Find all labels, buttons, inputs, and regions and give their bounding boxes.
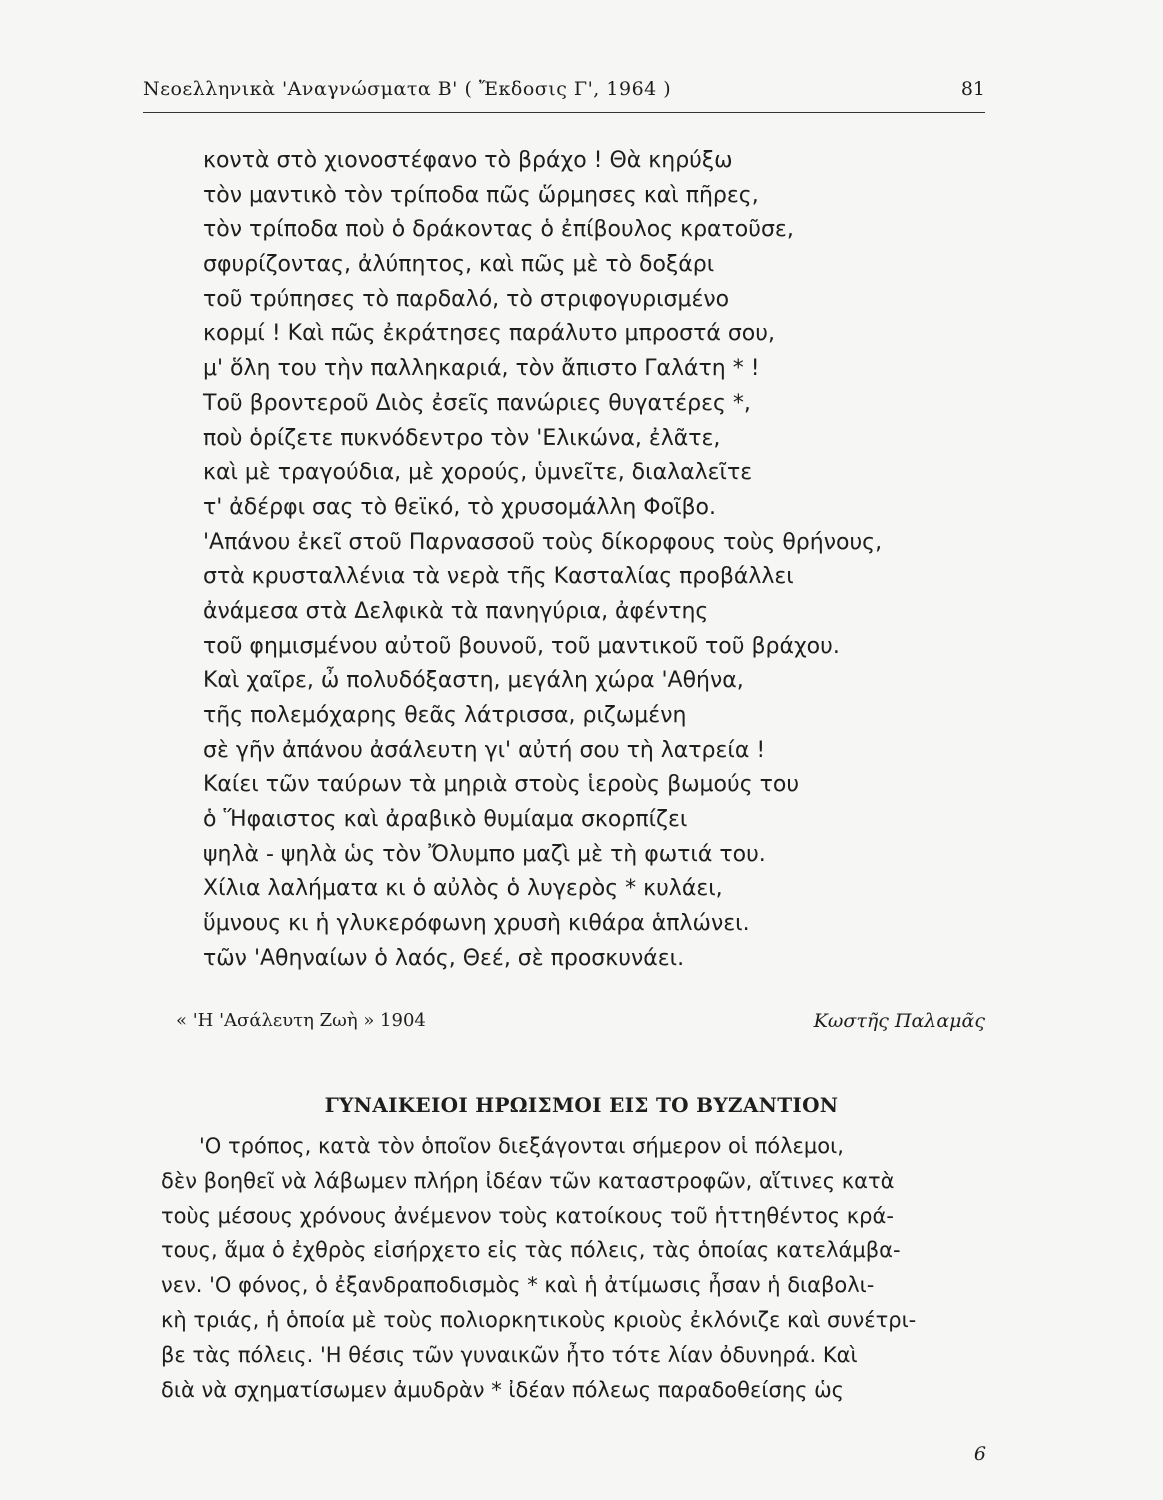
- poem-line: τὸν μαντικὸ τὸν τρίποδα πῶς ὥρμησες καὶ πῆρες,: [203, 182, 759, 208]
- prose-line: τους, ἅμα ὁ ἐχθρὸς εἰσήρχετο εἰς τὰς πόλεις, τὰς ὁποίας κατελάμβα-: [161, 1238, 901, 1263]
- poem-line: Χίλια λαλήματα κι ὁ αὐλὸς ὁ λυγερὸς * κυλάει,: [203, 876, 723, 902]
- prose-line: τοὺς μέσους χρόνους ἀνέμενον τοὺς κατοίκους τοῦ ἡττηθέντος κρά-: [161, 1203, 894, 1228]
- signature-mark: 6: [973, 1443, 986, 1465]
- poem-line: ψηλὰ - ψηλὰ ὡς τὸν Ὄλυμπο μαζὶ μὲ τὴ φωτιά του.: [203, 841, 766, 867]
- prose-line: νεν. 'Ο φόνος, ὁ ἐξανδραποδισμὸς * καὶ ἡ ἀτίμωσις ἦσαν ἡ διαβολι-: [161, 1273, 875, 1298]
- poem-author: Κωστῆς Παλαμᾶς: [813, 1010, 985, 1032]
- prose-line: κὴ τριάς, ἡ ὁποία μὲ τοὺς πολιορκητικοὺς κριοὺς ἐκλόνιζε καὶ συνέτρι-: [161, 1307, 917, 1332]
- prose-line: δὲν βοηθεῖ νὰ λάβωμεν πλήρη ἰδέαν τῶν καταστροφῶν, αἵτινες κατὰ: [161, 1168, 895, 1193]
- poem-line: κοντὰ στὸ χιονοστέφανο τὸ βράχο ! Θὰ κηρύξω: [203, 148, 733, 173]
- poem: [203, 144, 963, 977]
- poem-line: τὸν τρίποδα ποὺ ὁ δράκοντας ὁ ἐπίβουλος κρατοῦσε,: [203, 217, 794, 243]
- poem-source: « 'Η 'Ασάλευτη Ζωὴ » 1904: [176, 1010, 426, 1031]
- poem-line: ὕμνους κι ἡ γλυκερόφωνη χρυσὴ κιθάρα ἁπλώνει.: [203, 911, 750, 937]
- prose-line: 'Ο τρόπος, κατὰ τὸν ὁποῖον διεξάγονται σήμερον οἱ πόλεμοι,: [199, 1134, 844, 1158]
- poem-line: 'Απάνου ἐκεῖ στοῦ Παρνασσοῦ τοὺς δίκορφους τοὺς θρήνους,: [203, 529, 883, 555]
- poem-line: ἀνάμεσα στὰ Δελφικὰ τὰ πανηγύρια, ἀφέντης: [203, 598, 709, 624]
- poem-line: καὶ μὲ τραγούδια, μὲ χορούς, ὑμνεῖτε, διαλαλεῖτε: [203, 460, 753, 486]
- poem-line: ποὺ ὁρίζετε πυκνόδεντρο τὸν 'Ελικώνα, ἐλᾶτε,: [203, 425, 721, 451]
- poem-line: στὰ κρυσταλλένια τὰ νερὰ τῆς Κασταλίας προβάλλει: [203, 564, 794, 590]
- section-title: ΓΥΝΑΙΚΕΙΟΙ ΗΡΩΙΣΜΟΙ ΕΙΣ ΤΟ ΒΥΖΑΝΤΙΟΝ: [324, 1093, 839, 1117]
- poem-line: τ' ἀδέρφι σας τὸ θεϊκό, τὸ χρυσομάλλη Φοῖβο.: [203, 494, 717, 520]
- prose-line: διὰ νὰ σχηματίσωμεν ἀμυδρὰν * ἰδέαν πόλεως παραδοθείσης ὡς: [161, 1377, 844, 1402]
- page-number: 81: [960, 78, 985, 100]
- prose-line: βε τὰς πόλεις. 'Η θέσις τῶν γυναικῶν ἦτο τότε λίαν ὀδυνηρά. Καὶ: [161, 1342, 858, 1367]
- poem-line: Καίει τῶν ταύρων τὰ μηριὰ στοὺς ἱεροὺς βωμούς του: [203, 772, 800, 798]
- poem-line: σὲ γῆν ἀπάνου ἀσάλευτη γι' αὐτή σου τὴ λατρεία !: [203, 737, 766, 763]
- poem-line: σφυρίζοντας, ἀλύπητος, καὶ πῶς μὲ τὸ δοξάρι: [203, 252, 715, 278]
- running-head-title: Νεοελληνικὰ 'Αναγνώσματα Β' ( Ἔκδοσις Γ', 1964 ): [143, 78, 672, 100]
- header-rule: [143, 112, 985, 113]
- poem-line: τοῦ τρύπησες τὸ παρδαλό, τὸ στριφογυρισμένο: [203, 286, 730, 312]
- poem-line: Καὶ χαῖρε, ὦ πολυδόξαστη, μεγάλη χώρα 'Αθήνα,: [203, 668, 744, 694]
- prose-paragraph: [161, 1129, 991, 1407]
- poem-line: Τοῦ βροντεροῦ Διὸς ἐσεῖς πανώριες θυγατέρες *,: [203, 390, 751, 416]
- poem-line: τῶν 'Αθηναίων ὁ λαός, Θεέ, σὲ προσκυνάει.: [203, 945, 685, 971]
- poem-line: τοῦ φημισμένου αὐτοῦ βουνοῦ, τοῦ μαντικοῦ τοῦ βράχου.: [203, 633, 840, 659]
- running-head: [143, 78, 985, 108]
- poem-line: τῆς πολεμόχαρης θεᾶς λάτρισσα, ριζωμένη: [203, 703, 687, 728]
- poem-line: μ' ὅλη του τὴν παλληκαριά, τὸν ἄπιστο Γαλάτη * !: [203, 356, 760, 382]
- poem-line: κορμί ! Καὶ πῶς ἐκράτησες παράλυτο μπροστά σου,: [203, 321, 775, 347]
- poem-line: ὁ Ἥφαιστος καὶ ἀραβικὸ θυμίαμα σκορπίζει: [203, 807, 688, 833]
